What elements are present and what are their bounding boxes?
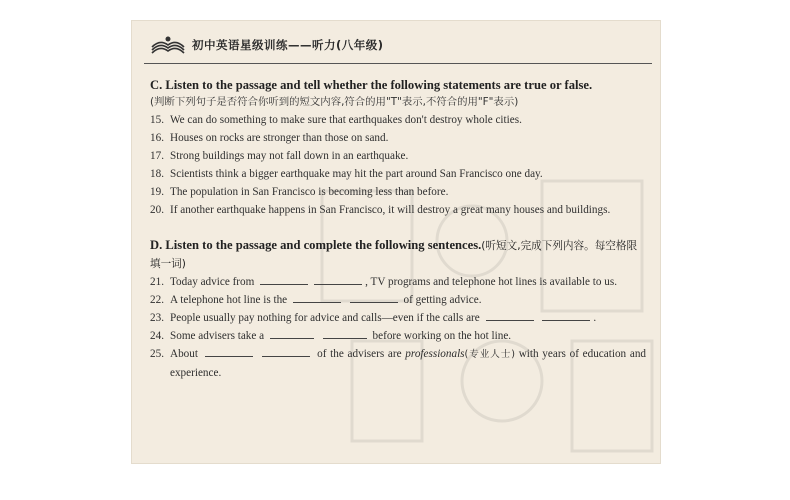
textbook-page <box>131 20 661 464</box>
answer-blank[interactable] <box>542 309 590 321</box>
answer-blank[interactable] <box>270 327 314 339</box>
question-25 <box>150 345 646 382</box>
question-text: Some advisers take a before working on the hot line. <box>170 327 646 345</box>
question-text: Strong buildings may not fall down in an earthquake. <box>170 150 409 162</box>
answer-blank[interactable] <box>262 345 310 357</box>
professionals-cn-gloss: (专业人士) <box>464 349 515 360</box>
question-text: A telephone hot line is the of getting advice. <box>170 291 646 309</box>
question-number: 19. <box>150 186 164 198</box>
section-c-instructions: (判断下列句子是否符合你听到的短文内容,符合的用"T"表示,不符合的用"F"表示) <box>150 96 519 108</box>
exercise-content <box>150 77 646 382</box>
question-number: 16. <box>150 132 164 144</box>
question-23 <box>150 309 646 327</box>
section-c <box>150 77 646 219</box>
question-24 <box>150 327 646 345</box>
question-18 <box>150 165 646 183</box>
answer-blank[interactable] <box>486 309 534 321</box>
question-text: If another earthquake happens in San Francisco, it will destroy a great many houses and buildings. <box>170 204 611 216</box>
question-number: 24. <box>150 330 164 342</box>
question-number: 22. <box>150 294 164 306</box>
question-number: 17. <box>150 150 164 162</box>
question-number: 20. <box>150 204 164 216</box>
answer-blank[interactable] <box>293 291 341 303</box>
question-text: Today advice from , TV programs and telephone hot lines is available to us. <box>170 273 646 291</box>
section-c-title: C. Listen to the passage and tell whether the following statements are true or false. <box>150 78 593 92</box>
question-text: We can do something to make sure that earthquakes don't destroy whole cities. <box>170 114 522 126</box>
question-15 <box>150 111 646 129</box>
question-number: 23. <box>150 312 164 324</box>
header-divider <box>144 63 652 64</box>
section-d-title-en: D. Listen to the passage and complete the following sentences. <box>150 238 482 252</box>
answer-blank[interactable] <box>314 273 362 285</box>
professionals-term: professionals <box>405 348 465 360</box>
answer-blank[interactable] <box>350 291 398 303</box>
question-number: 15. <box>150 114 164 126</box>
question-17 <box>150 147 646 165</box>
question-21 <box>150 273 646 291</box>
question-text: The population in San Francisco is becoming less than before. <box>170 186 449 198</box>
question-number: 21. <box>150 276 164 288</box>
question-text: Scientists think a bigger earthquake may hit the part around San Francisco one day. <box>170 168 543 180</box>
answer-blank[interactable] <box>323 327 367 339</box>
page-header <box>150 35 384 55</box>
question-text: People usually pay nothing for advice and calls—even if the calls are . <box>170 309 646 327</box>
question-22 <box>150 291 646 309</box>
question-text: Houses on rocks are stronger than those on sand. <box>170 132 389 144</box>
answer-blank[interactable] <box>205 345 253 357</box>
question-text: About of the advisers are professionals(专业人士) with years of education and experience. <box>170 345 646 382</box>
section-d-title <box>150 237 646 273</box>
answer-blank[interactable] <box>260 273 308 285</box>
question-number: 18. <box>150 168 164 180</box>
book-logo-icon <box>150 35 186 55</box>
section-d <box>150 237 646 382</box>
question-16 <box>150 129 646 147</box>
section-d-title-cn: (听短文,完成下列内容。每空格限填一词) <box>150 240 638 270</box>
header-title: 初中英语星级训练——听力(八年级) <box>192 38 384 52</box>
question-20 <box>150 201 646 219</box>
question-number: 25. <box>150 348 164 360</box>
question-19 <box>150 183 646 201</box>
